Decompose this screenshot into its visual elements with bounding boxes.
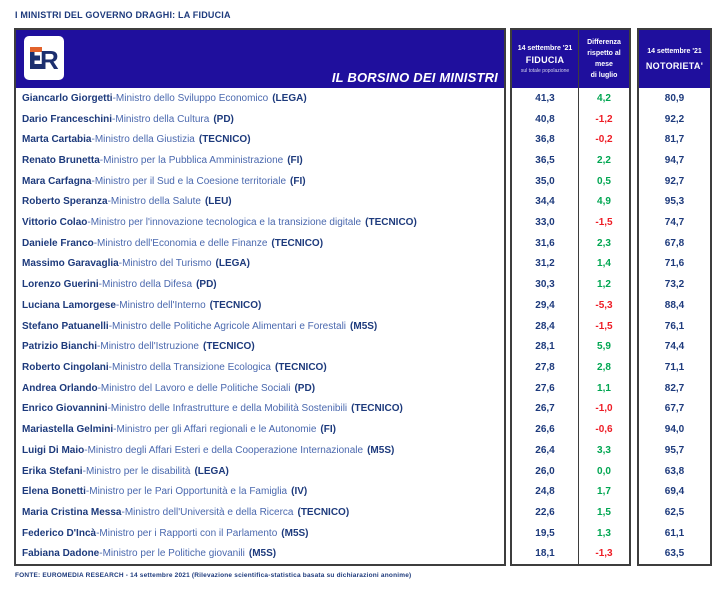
notorieta-value: 92,7 (664, 175, 685, 187)
fiducia-value: 31,2 (512, 254, 579, 275)
differenza-value: -1,3 (595, 548, 613, 560)
table-row (16, 378, 504, 399)
notorieta-value: 92,2 (664, 113, 685, 125)
name-role-separator: - (97, 341, 101, 353)
fiducia-value: 40,8 (512, 109, 579, 130)
table-row (639, 481, 710, 502)
minister-party: (TECNICO) (198, 134, 251, 146)
notorieta-value: 82,7 (664, 382, 685, 394)
minister-name: Dario Franceschini (22, 113, 113, 125)
table-row (512, 171, 629, 192)
table-row (512, 461, 629, 482)
minister-role: Ministro dell'Istruzione (100, 341, 199, 353)
table-row (16, 399, 504, 420)
name-role-separator: - (82, 465, 86, 477)
table-row (16, 316, 504, 337)
minister-role: Ministro della Cultura (115, 113, 210, 125)
table-row (16, 109, 504, 130)
table-row (16, 150, 504, 171)
notorieta-value: 71,1 (664, 361, 685, 373)
name-role-separator: - (85, 486, 90, 498)
fiducia-value: 24,8 (512, 481, 579, 502)
minister-role: Ministro del Lavoro e delle Politiche Sociali (100, 382, 291, 394)
fiducia-differenza-values (512, 88, 629, 564)
fiducia-label: FIDUCIA (525, 54, 565, 65)
table-row (512, 399, 629, 420)
table-row (512, 440, 629, 461)
table-row (512, 274, 629, 295)
table-row (16, 481, 504, 502)
table-row (16, 295, 504, 316)
table-row (639, 502, 710, 523)
svg-text:R: R (40, 45, 59, 75)
minister-name: Roberto Cingolani (22, 361, 109, 373)
differenza-value: -1,2 (595, 113, 613, 125)
table-row (639, 233, 710, 254)
minister-party: (M5S) (248, 548, 277, 560)
fiducia-value: 35,0 (512, 171, 579, 192)
minister-role: Ministro degli Affari Esteri e della Cooperazione Internazionale (87, 444, 364, 456)
differenza-label-line1: Differenza (587, 38, 621, 46)
source-note: FONTE: EUROMEDIA RESEARCH - 14 settembre 2021 (Rilevazione scientifica-statistica basata su dichiarazioni anonime) (15, 572, 412, 579)
fiducia-differenza-header (512, 30, 629, 88)
table-row (16, 502, 504, 523)
table-row (512, 88, 629, 109)
table-row (639, 378, 710, 399)
minister-party: (FI) (287, 154, 303, 166)
table-row (512, 357, 629, 378)
minister-name: Daniele Franco (22, 237, 94, 249)
name-role-separator: - (121, 506, 125, 518)
name-role-separator: - (115, 299, 120, 311)
differenza-value: 5,9 (597, 341, 611, 353)
name-role-separator: - (93, 237, 98, 249)
minister-name: Elena Bonetti (22, 486, 86, 498)
table-row (512, 481, 629, 502)
fiducia-value: 36,5 (512, 150, 579, 171)
fiducia-value: 18,1 (512, 543, 579, 564)
minister-role: Ministro della Transizione Ecologica (112, 361, 271, 373)
table-row (512, 150, 629, 171)
minister-name: Marta Cartabia (22, 134, 92, 146)
table-row (512, 419, 629, 440)
table-row (512, 523, 629, 544)
minister-role: Ministro per l'innovazione tecnologica e la transizione digitale (90, 217, 362, 229)
name-role-separator: - (108, 361, 113, 373)
fiducia-value: 26,4 (512, 440, 579, 461)
minister-role: Ministro delle Politiche Agricole Alimentari e Forestali (112, 320, 347, 332)
fiducia-value: 33,0 (512, 212, 579, 233)
notorieta-column-header (639, 30, 710, 88)
table-row (16, 523, 504, 544)
name-role-separator: - (118, 258, 123, 270)
fiducia-value: 26,0 (512, 461, 579, 482)
minister-name: Andrea Orlando (22, 382, 98, 394)
minister-name: Maria Cristina Messa (22, 506, 122, 518)
notorieta-value: 74,4 (664, 341, 685, 353)
fiducia-value: 28,4 (512, 316, 579, 337)
name-role-separator: - (91, 175, 95, 187)
table-row (512, 129, 629, 150)
table-row (639, 109, 710, 130)
minister-party: (TECNICO) (202, 341, 255, 353)
minister-role: Ministro per gli Affari regionali e le Autonomie (116, 424, 317, 436)
table-row (16, 171, 504, 192)
minister-party: (LEU) (204, 196, 232, 208)
name-role-separator: - (96, 527, 100, 539)
minister-role: Ministro per la Pubblica Amministrazione (103, 154, 284, 166)
table-row (16, 129, 504, 150)
table-row (512, 295, 629, 316)
table-row (16, 192, 504, 213)
name-role-separator: - (112, 113, 116, 125)
fiducia-value: 30,3 (512, 274, 579, 295)
table-row (16, 336, 504, 357)
fiducia-value: 22,6 (512, 502, 579, 523)
fiducia-value: 19,5 (512, 523, 579, 544)
minister-party: (M5S) (350, 320, 378, 332)
minister-name: Mara Carfagna (22, 175, 92, 187)
minister-name: Enrico Giovannini (22, 403, 108, 415)
ministers-list (16, 88, 504, 564)
notorieta-value: 61,1 (664, 527, 685, 539)
table-row (512, 109, 629, 130)
notorieta-value: 67,7 (664, 403, 685, 415)
minister-party: (M5S) (367, 444, 395, 456)
minister-role: Ministro per i Rapporti con il Parlamento (99, 527, 278, 539)
notorieta-values (639, 88, 710, 564)
notorieta-panel (637, 28, 712, 566)
table-row (639, 357, 710, 378)
differenza-label-line2: rispetto al mese (587, 49, 621, 68)
table-row (16, 233, 504, 254)
notorieta-value: 63,5 (664, 548, 685, 560)
fiducia-value: 26,6 (512, 419, 579, 440)
table-row (639, 192, 710, 213)
differenza-value: 1,4 (597, 258, 611, 270)
name-role-separator: - (99, 548, 103, 560)
minister-name: Mariastella Gelmini (22, 424, 114, 436)
table-row (639, 543, 710, 564)
table-row (512, 233, 629, 254)
notorieta-value: 94,0 (664, 424, 685, 436)
minister-role: Ministro della Salute (110, 196, 201, 208)
minister-party: (TECNICO) (209, 299, 262, 311)
notorieta-value: 81,7 (664, 134, 685, 146)
minister-name: Massimo Garavaglia (22, 258, 119, 270)
minister-role: Ministro dell'Università e della Ricerca (124, 506, 294, 518)
minister-party: (FI) (320, 424, 336, 436)
table-row (512, 543, 629, 564)
minister-party: (M5S) (281, 527, 309, 539)
table-row (512, 192, 629, 213)
table-row (16, 440, 504, 461)
table-row (16, 274, 504, 295)
table-row (639, 129, 710, 150)
table-row (512, 212, 629, 233)
differenza-value: -0,6 (595, 424, 613, 436)
fiducia-subtitle: sul totale popolazione (520, 67, 570, 74)
er-monogram-icon (27, 40, 61, 76)
minister-role: Ministro della Difesa (102, 279, 193, 291)
banner-title: IL BORSINO DEI MINISTRI (331, 70, 498, 85)
minister-name: Renato Brunetta (22, 154, 100, 166)
table-row (639, 150, 710, 171)
minister-role: Ministro per le Politiche giovanili (102, 548, 245, 560)
differenza-value: 2,8 (597, 361, 611, 373)
differenza-value: 3,3 (597, 444, 611, 456)
notorieta-value: 71,6 (664, 258, 685, 270)
table-row (639, 274, 710, 295)
fiducia-value: 28,1 (512, 336, 579, 357)
fiducia-differenza-panel (510, 28, 631, 566)
minister-name: Stefano Patuanelli (22, 320, 109, 332)
fiducia-value: 34,4 (512, 192, 579, 213)
name-role-separator: - (97, 382, 101, 394)
notorieta-value: 62,5 (664, 506, 685, 518)
table-row (639, 316, 710, 337)
table-row (16, 461, 504, 482)
table-row (639, 212, 710, 233)
minister-party: (TECNICO) (351, 403, 403, 415)
name-role-separator: - (108, 320, 113, 332)
minister-party: (TECNICO) (365, 217, 417, 229)
minister-name: Federico D'Incà (22, 527, 97, 539)
differenza-value: 0,0 (597, 465, 611, 477)
notorieta-value: 95,3 (664, 196, 685, 208)
notorieta-date: 14 settembre '21 (647, 47, 702, 55)
fiducia-value: 41,3 (512, 88, 579, 109)
minister-name: Luigi Di Maio (22, 444, 85, 456)
table-row (512, 502, 629, 523)
minister-name: Roberto Speranza (22, 196, 108, 208)
minister-party: (PD) (196, 279, 217, 291)
name-role-separator: - (113, 424, 117, 436)
differenza-value: -1,5 (595, 320, 613, 332)
fiducia-date: 14 settembre '21 (517, 44, 573, 52)
notorieta-value: 74,7 (664, 217, 685, 229)
table-row (639, 254, 710, 275)
differenza-value: 1,2 (597, 279, 611, 291)
minister-name: Vittorio Colao (22, 217, 88, 229)
minister-role: Ministro per le Pari Opportunità e la Famiglia (89, 486, 288, 498)
name-role-separator: - (112, 92, 116, 104)
notorieta-value: 69,4 (664, 486, 685, 498)
table-row (16, 543, 504, 564)
table-row (512, 254, 629, 275)
name-role-separator: - (84, 444, 88, 456)
differenza-value: 1,7 (597, 486, 611, 498)
table-row (639, 88, 710, 109)
minister-role: Ministro della Giustizia (94, 134, 195, 146)
minister-party: (TECNICO) (297, 506, 350, 518)
notorieta-value: 95,7 (664, 444, 685, 456)
differenza-value: -1,5 (595, 217, 613, 229)
differenza-value: 1,5 (597, 506, 611, 518)
differenza-value: 4,2 (597, 92, 611, 104)
minister-role: Ministro per le disabilità (85, 465, 191, 477)
name-role-separator: - (98, 279, 103, 291)
table-row (639, 523, 710, 544)
fiducia-value: 27,6 (512, 378, 579, 399)
name-role-separator: - (107, 403, 111, 415)
fiducia-value: 36,8 (512, 129, 579, 150)
minister-role: Ministro dello Sviluppo Economico (115, 92, 269, 104)
name-role-separator: - (99, 154, 104, 166)
table-row (512, 336, 629, 357)
minister-party: (PD) (294, 382, 316, 394)
notorieta-value: 67,8 (664, 237, 685, 249)
table-row (639, 419, 710, 440)
minister-name: Patrizio Bianchi (22, 341, 98, 353)
minister-name: Lorenzo Guerini (22, 279, 99, 291)
minister-name: Erika Stefani (22, 465, 83, 477)
fiducia-value: 29,4 (512, 295, 579, 316)
differenza-value: 0,5 (597, 175, 611, 187)
table-row (639, 336, 710, 357)
differenza-value: -1,0 (595, 403, 613, 415)
table-row (639, 171, 710, 192)
name-role-separator: - (87, 217, 91, 229)
minister-name: Luciana Lamorgese (22, 299, 116, 311)
fiducia-column-header (512, 30, 579, 88)
fiducia-value: 27,8 (512, 357, 579, 378)
notorieta-label: NOTORIETA' (645, 60, 704, 71)
table-row (639, 461, 710, 482)
notorieta-value: 94,7 (664, 154, 685, 166)
table-row (16, 212, 504, 233)
name-role-separator: - (91, 134, 95, 146)
minister-name: Giancarlo Giorgetti (22, 92, 113, 104)
differenza-value: 1,3 (597, 527, 611, 539)
differenza-value: 1,1 (597, 382, 611, 394)
table-row (639, 440, 710, 461)
minister-party: (FI) (290, 175, 306, 187)
minister-role: Ministro per il Sud e la Coesione territoriale (94, 175, 287, 187)
name-role-separator: - (107, 196, 111, 208)
ratings-table (14, 28, 712, 566)
differenza-value: -5,3 (595, 299, 613, 311)
minister-party: (LEGA) (272, 92, 307, 104)
ministers-panel-header (16, 30, 504, 88)
table-row (16, 357, 504, 378)
ministers-panel (14, 28, 506, 566)
notorieta-value: 76,1 (664, 320, 685, 332)
notorieta-value: 88,4 (664, 299, 685, 311)
minister-role: Ministro dell'Interno (119, 299, 206, 311)
minister-party: (IV) (291, 486, 308, 498)
table-row (639, 399, 710, 420)
differenza-column-header (579, 30, 629, 88)
table-row (512, 378, 629, 399)
differenza-value: 2,2 (597, 154, 611, 166)
euromedia-research-logo (24, 36, 64, 80)
minister-role: Ministro delle Infrastrutture e della Mobilità Sostenibili (110, 403, 348, 415)
minister-party: (PD) (213, 113, 234, 125)
minister-party: (TECNICO) (271, 237, 324, 249)
differenza-value: 2,3 (597, 237, 611, 249)
minister-party: (LEGA) (215, 258, 250, 270)
fiducia-value: 31,6 (512, 233, 579, 254)
minister-name: Fabiana Dadone (22, 548, 100, 560)
table-row (16, 88, 504, 109)
minister-party: (TECNICO) (274, 361, 327, 373)
minister-party: (LEGA) (194, 465, 229, 477)
differenza-label-line3: di luglio (590, 72, 618, 80)
fiducia-value: 26,7 (512, 399, 579, 420)
notorieta-value: 63,8 (664, 465, 685, 477)
minister-role: Ministro dell'Economia e delle Finanze (97, 237, 268, 249)
table-row (512, 316, 629, 337)
page-title: I MINISTRI DEL GOVERNO DRAGHI: LA FIDUCIA (15, 10, 231, 20)
table-row (16, 419, 504, 440)
table-row (639, 295, 710, 316)
differenza-value: -0,2 (595, 134, 613, 146)
minister-role: Ministro del Turismo (122, 258, 212, 270)
table-row (16, 254, 504, 275)
differenza-value: 4,9 (597, 196, 611, 208)
notorieta-value: 73,2 (664, 279, 685, 291)
notorieta-value: 80,9 (664, 92, 685, 104)
